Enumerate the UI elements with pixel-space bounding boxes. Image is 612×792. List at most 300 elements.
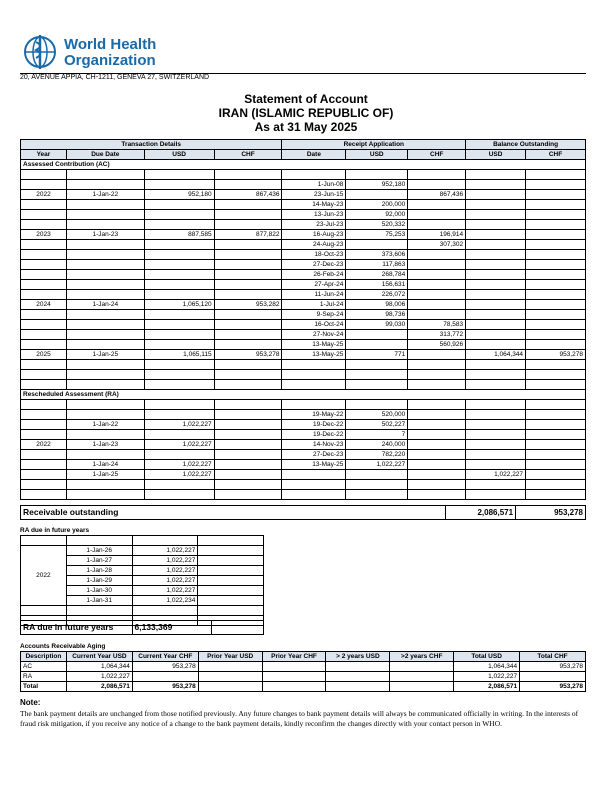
- table-cell: 23-Jun-15: [282, 190, 346, 200]
- table-cell: [66, 200, 144, 210]
- table-cell: [526, 440, 586, 450]
- table-cell: [21, 260, 67, 270]
- ra-row: [21, 470, 586, 480]
- blank-cell: [408, 480, 466, 490]
- blank-cell: [198, 586, 264, 596]
- aging-col-header: Prior Year CHF: [262, 652, 326, 662]
- blank-cell: [66, 536, 132, 546]
- aging-cell: AC: [21, 662, 67, 672]
- table-cell: 14-May-23: [282, 200, 346, 210]
- table-cell: [346, 240, 408, 250]
- table-cell: 18-Oct-23: [282, 250, 346, 260]
- ac-section-label: Assessed Contribution (AC): [21, 160, 586, 170]
- table-cell: [66, 430, 144, 440]
- ra-row: [21, 440, 586, 450]
- aging-cell: [198, 662, 262, 672]
- blank-cell: [214, 360, 282, 370]
- table-cell: 307,302: [408, 240, 466, 250]
- ac-row: [21, 230, 586, 240]
- blank-cell: [66, 480, 144, 490]
- blank-cell: [282, 370, 346, 380]
- ac-row: [21, 260, 586, 270]
- table-cell: [214, 410, 282, 420]
- receivable-chf: 953,278: [516, 506, 586, 520]
- blank-cell: [21, 606, 67, 616]
- aging-cell: [198, 672, 262, 682]
- table-cell: [408, 260, 466, 270]
- blank-cell: [21, 170, 67, 180]
- blank-cell: [214, 170, 282, 180]
- table-cell: [408, 280, 466, 290]
- table-cell: [526, 330, 586, 340]
- ac-row: [21, 200, 586, 210]
- blank-cell: [466, 490, 526, 500]
- table-cell: [66, 270, 144, 280]
- blank-cell: [526, 370, 586, 380]
- table-cell: 117,863: [346, 260, 408, 270]
- ra-row: [21, 410, 586, 420]
- table-cell: [346, 340, 408, 350]
- blank-cell: [214, 400, 282, 410]
- blank-cell: [346, 360, 408, 370]
- table-cell: 19-Dec-22: [282, 420, 346, 430]
- blank-cell: [198, 536, 264, 546]
- table-cell: 1-Jan-23: [66, 440, 144, 450]
- table-cell: [466, 450, 526, 460]
- table-cell: [466, 440, 526, 450]
- table-cell: [144, 260, 214, 270]
- table-cell: 953,278: [526, 350, 586, 360]
- table-cell: [144, 200, 214, 210]
- table-cell: [466, 240, 526, 250]
- table-cell: [214, 460, 282, 470]
- table-cell: [466, 270, 526, 280]
- future-date: 1-Jan-27: [66, 556, 132, 566]
- ac-row: [21, 220, 586, 230]
- table-cell: [526, 290, 586, 300]
- blank-cell: [346, 170, 408, 180]
- table-cell: [144, 450, 214, 460]
- aging-cell: [390, 672, 454, 682]
- blank-cell: [198, 556, 264, 566]
- blank-cell: [66, 490, 144, 500]
- blank-cell: [144, 380, 214, 390]
- table-cell: 1-Jan-22: [66, 190, 144, 200]
- ac-row: [21, 240, 586, 250]
- col-usd: USD: [144, 150, 214, 160]
- future-table: [20, 535, 264, 626]
- table-cell: [21, 460, 67, 470]
- table-cell: 887,585: [144, 230, 214, 240]
- table-cell: [526, 430, 586, 440]
- table-cell: [408, 410, 466, 420]
- ac-row: [21, 180, 586, 190]
- blank-cell: [66, 380, 144, 390]
- column-header-row: [21, 150, 586, 160]
- title-line-3: As at 31 May 2025: [254, 120, 358, 134]
- table-cell: 19-May-22: [282, 410, 346, 420]
- ac-section-row: [21, 160, 586, 170]
- table-cell: 14-Nov-23: [282, 440, 346, 450]
- table-cell: 16-Oct-24: [282, 320, 346, 330]
- col-year: Year: [21, 150, 67, 160]
- table-cell: [408, 310, 466, 320]
- table-cell: 560,926: [408, 340, 466, 350]
- aging-cell: [262, 662, 326, 672]
- blank-cell: [21, 400, 67, 410]
- blank-cell: [214, 370, 282, 380]
- blank-cell: [408, 360, 466, 370]
- spacer-row: [21, 490, 586, 500]
- table-cell: 952,180: [144, 190, 214, 200]
- table-cell: 1,022,227: [144, 440, 214, 450]
- table-cell: [408, 210, 466, 220]
- table-cell: [21, 470, 67, 480]
- table-cell: 19-Dec-22: [282, 430, 346, 440]
- table-cell: [526, 230, 586, 240]
- blank-cell: [466, 170, 526, 180]
- table-cell: 771: [346, 350, 408, 360]
- blank-cell: [214, 480, 282, 490]
- table-cell: [466, 230, 526, 240]
- receivable-label: Receivable outstanding: [21, 506, 446, 520]
- future-date: 1-Jan-31: [66, 596, 132, 606]
- aging-table: [20, 651, 586, 692]
- table-cell: 13-May-25: [282, 350, 346, 360]
- ra-section-label: Rescheduled Assessment (RA): [21, 390, 586, 400]
- table-cell: [466, 290, 526, 300]
- table-cell: 75,253: [346, 230, 408, 240]
- aging-cell: [520, 672, 586, 682]
- future-year: 2022: [21, 546, 67, 606]
- table-cell: [21, 240, 67, 250]
- table-cell: [21, 180, 67, 190]
- table-cell: 98,736: [346, 310, 408, 320]
- spacer-row: [21, 370, 586, 380]
- table-cell: [214, 340, 282, 350]
- blank-cell: [198, 596, 264, 606]
- table-cell: 24-Aug-23: [282, 240, 346, 250]
- aging-cell: 2,086,571: [454, 682, 520, 692]
- table-cell: [346, 330, 408, 340]
- table-cell: [21, 200, 67, 210]
- blank-cell: [66, 370, 144, 380]
- blank-cell: [66, 400, 144, 410]
- blank-cell: [282, 380, 346, 390]
- table-cell: [66, 210, 144, 220]
- table-cell: 373,606: [346, 250, 408, 260]
- table-cell: [21, 420, 67, 430]
- table-cell: [21, 330, 67, 340]
- table-cell: [144, 330, 214, 340]
- ac-row: [21, 190, 586, 200]
- table-cell: 92,000: [346, 210, 408, 220]
- table-cell: [408, 290, 466, 300]
- table-cell: 1-Jan-25: [66, 470, 144, 480]
- ac-row: [21, 320, 586, 330]
- table-cell: [214, 310, 282, 320]
- blank-cell: [346, 490, 408, 500]
- future-date: 1-Jan-29: [66, 576, 132, 586]
- group-header-row: [21, 140, 586, 150]
- table-cell: 1-Jan-25: [66, 350, 144, 360]
- aging-col-header: Total CHF: [520, 652, 586, 662]
- blank-cell: [282, 480, 346, 490]
- table-cell: [66, 180, 144, 190]
- blank-cell: [408, 400, 466, 410]
- table-cell: 1-Jan-22: [66, 420, 144, 430]
- future-total-blank: [212, 621, 264, 635]
- future-amount: 1,022,234: [132, 596, 198, 606]
- table-cell: [21, 450, 67, 460]
- blank-cell: [346, 400, 408, 410]
- title-line-2: IRAN (ISLAMIC REPUBLIC OF): [218, 106, 394, 120]
- blank-cell: [214, 490, 282, 500]
- table-cell: [66, 250, 144, 260]
- blank-cell: [198, 546, 264, 556]
- table-cell: 13-May-25: [282, 460, 346, 470]
- table-cell: [526, 240, 586, 250]
- blank-cell: [198, 566, 264, 576]
- table-cell: [466, 250, 526, 260]
- table-cell: 2023: [21, 230, 67, 240]
- table-cell: [526, 450, 586, 460]
- spacer-row: [21, 360, 586, 370]
- table-cell: [526, 190, 586, 200]
- table-cell: 1,022,227: [144, 460, 214, 470]
- table-cell: [526, 220, 586, 230]
- blank-cell: [144, 480, 214, 490]
- table-cell: [526, 210, 586, 220]
- future-date: 1-Jan-26: [66, 546, 132, 556]
- table-cell: 867,436: [408, 190, 466, 200]
- table-cell: 268,784: [346, 270, 408, 280]
- logo-line-2: Organization: [64, 52, 156, 69]
- ac-row: [21, 350, 586, 360]
- table-cell: 782,220: [346, 450, 408, 460]
- blank-cell: [408, 490, 466, 500]
- table-cell: [214, 210, 282, 220]
- table-cell: [408, 470, 466, 480]
- table-cell: 867,436: [214, 190, 282, 200]
- table-cell: [466, 430, 526, 440]
- table-cell: [346, 470, 408, 480]
- table-cell: [214, 470, 282, 480]
- table-cell: 1-Jan-24: [66, 300, 144, 310]
- table-cell: [144, 270, 214, 280]
- table-cell: 200,000: [346, 200, 408, 210]
- table-cell: 78,583: [408, 320, 466, 330]
- table-cell: [408, 420, 466, 430]
- blank-cell: [144, 370, 214, 380]
- table-cell: [408, 200, 466, 210]
- table-cell: 1-Jun-08: [282, 180, 346, 190]
- blank-cell: [21, 360, 67, 370]
- aging-row: [21, 682, 586, 692]
- table-cell: [66, 280, 144, 290]
- table-cell: 99,030: [346, 320, 408, 330]
- table-cell: [408, 430, 466, 440]
- table-cell: [144, 210, 214, 220]
- future-total-label: RA due in future years: [21, 621, 133, 635]
- ac-row: [21, 330, 586, 340]
- future-amount: 1,022,227: [132, 576, 198, 586]
- blank-cell: [526, 380, 586, 390]
- table-cell: 16-Aug-23: [282, 230, 346, 240]
- table-cell: 98,006: [346, 300, 408, 310]
- table-cell: [21, 290, 67, 300]
- table-cell: 1,064,344: [466, 350, 526, 360]
- col-balance-chf: CHF: [526, 150, 586, 160]
- table-cell: [66, 410, 144, 420]
- aging-col-header: Description: [21, 652, 67, 662]
- blank-cell: [408, 380, 466, 390]
- blank-cell: [526, 480, 586, 490]
- table-cell: [66, 340, 144, 350]
- statement-table: [20, 139, 586, 500]
- aging-cell: [262, 682, 326, 692]
- blank-cell: [21, 480, 67, 490]
- aging-cell: Total: [21, 682, 67, 692]
- aging-cell: [326, 682, 390, 692]
- table-cell: [466, 220, 526, 230]
- table-cell: [21, 220, 67, 230]
- table-cell: [214, 440, 282, 450]
- table-cell: [66, 240, 144, 250]
- table-cell: [466, 340, 526, 350]
- table-cell: 1,022,227: [346, 460, 408, 470]
- blank-cell: [21, 380, 67, 390]
- table-cell: 226,072: [346, 290, 408, 300]
- col-receipt-usd: USD: [346, 150, 408, 160]
- table-cell: [466, 260, 526, 270]
- table-cell: 1,022,227: [144, 470, 214, 480]
- table-cell: [21, 340, 67, 350]
- title-line-1: Statement of Account: [244, 92, 368, 106]
- blank-cell: [214, 380, 282, 390]
- col-due-date: Due Date: [66, 150, 144, 160]
- table-cell: [526, 460, 586, 470]
- table-cell: [214, 430, 282, 440]
- receivable-table: [20, 505, 586, 520]
- ac-row: [21, 310, 586, 320]
- table-cell: 877,822: [214, 230, 282, 240]
- aging-col-header: Current Year USD: [66, 652, 132, 662]
- future-total-table: [20, 620, 264, 635]
- blank-cell: [21, 490, 67, 500]
- aging-header-row: [21, 652, 586, 662]
- group-header-balance: Balance Outstanding: [466, 140, 586, 150]
- table-cell: [526, 410, 586, 420]
- table-cell: 952,180: [346, 180, 408, 190]
- table-cell: 27-Dec-23: [282, 260, 346, 270]
- table-cell: 1-Jan-24: [66, 460, 144, 470]
- table-cell: [466, 180, 526, 190]
- table-cell: [21, 280, 67, 290]
- table-cell: [144, 180, 214, 190]
- table-cell: [526, 200, 586, 210]
- aging-cell: 1,022,227: [66, 672, 132, 682]
- blank-cell: [21, 370, 67, 380]
- table-cell: [466, 210, 526, 220]
- table-cell: [408, 270, 466, 280]
- aging-row: [21, 662, 586, 672]
- table-cell: [214, 330, 282, 340]
- spacer-row: [21, 606, 264, 616]
- blank-cell: [408, 170, 466, 180]
- aging-cell: 1,064,344: [454, 662, 520, 672]
- ac-row: [21, 210, 586, 220]
- table-cell: [21, 410, 67, 420]
- blank-cell: [66, 170, 144, 180]
- aging-cell: [132, 672, 198, 682]
- table-cell: [466, 300, 526, 310]
- col-balance-usd: USD: [466, 150, 526, 160]
- table-cell: [21, 210, 67, 220]
- table-cell: [346, 190, 408, 200]
- note-text: The bank payment details are unchanged from those notified previously. Any future changes to bank payment details will always be communicated officially in writing. In the interests of fraud risk mitigation, if you receive any notice of a change to the bank payment details, kindly reconfirm the changes directly with your contact person in WHO.: [20, 709, 579, 728]
- table-cell: [214, 290, 282, 300]
- table-cell: 196,914: [408, 230, 466, 240]
- aging-cell: 953,278: [132, 662, 198, 672]
- table-cell: [21, 320, 67, 330]
- table-cell: [66, 320, 144, 330]
- table-cell: [21, 250, 67, 260]
- future-total-value: 6,133,369: [132, 621, 212, 635]
- table-cell: [144, 340, 214, 350]
- table-cell: [144, 250, 214, 260]
- table-cell: 2022: [21, 440, 67, 450]
- blank-cell: [282, 360, 346, 370]
- table-cell: [408, 250, 466, 260]
- table-cell: [214, 420, 282, 430]
- blank-cell: [466, 400, 526, 410]
- spacer-row: [21, 400, 586, 410]
- table-cell: [144, 290, 214, 300]
- table-cell: [526, 300, 586, 310]
- table-cell: 13-Jun-23: [282, 210, 346, 220]
- col-receipt-date: Date: [282, 150, 346, 160]
- blank-cell: [526, 490, 586, 500]
- table-cell: 27-Apr-24: [282, 280, 346, 290]
- blank-cell: [66, 606, 132, 616]
- group-header-transaction: Transaction Details: [21, 140, 282, 150]
- table-cell: 7: [346, 430, 408, 440]
- table-cell: [408, 300, 466, 310]
- aging-col-header: Current Year CHF: [132, 652, 198, 662]
- table-cell: [526, 420, 586, 430]
- blank-cell: [346, 370, 408, 380]
- blank-cell: [346, 380, 408, 390]
- table-cell: [21, 310, 67, 320]
- ra-row: [21, 450, 586, 460]
- future-amount: 1,022,227: [132, 566, 198, 576]
- table-cell: [21, 270, 67, 280]
- future-row: [21, 546, 264, 556]
- blank-cell: [282, 170, 346, 180]
- logo-line-1: World Health: [64, 36, 157, 53]
- table-cell: 2022: [21, 190, 67, 200]
- aging-col-header: Prior Year USD: [198, 652, 262, 662]
- table-cell: [214, 220, 282, 230]
- table-cell: [408, 460, 466, 470]
- table-cell: [66, 290, 144, 300]
- aging-col-header: > 2 years USD: [326, 652, 390, 662]
- table-cell: [214, 200, 282, 210]
- table-cell: [21, 430, 67, 440]
- table-cell: 1,065,115: [144, 350, 214, 360]
- aging-cell: 2,086,571: [66, 682, 132, 692]
